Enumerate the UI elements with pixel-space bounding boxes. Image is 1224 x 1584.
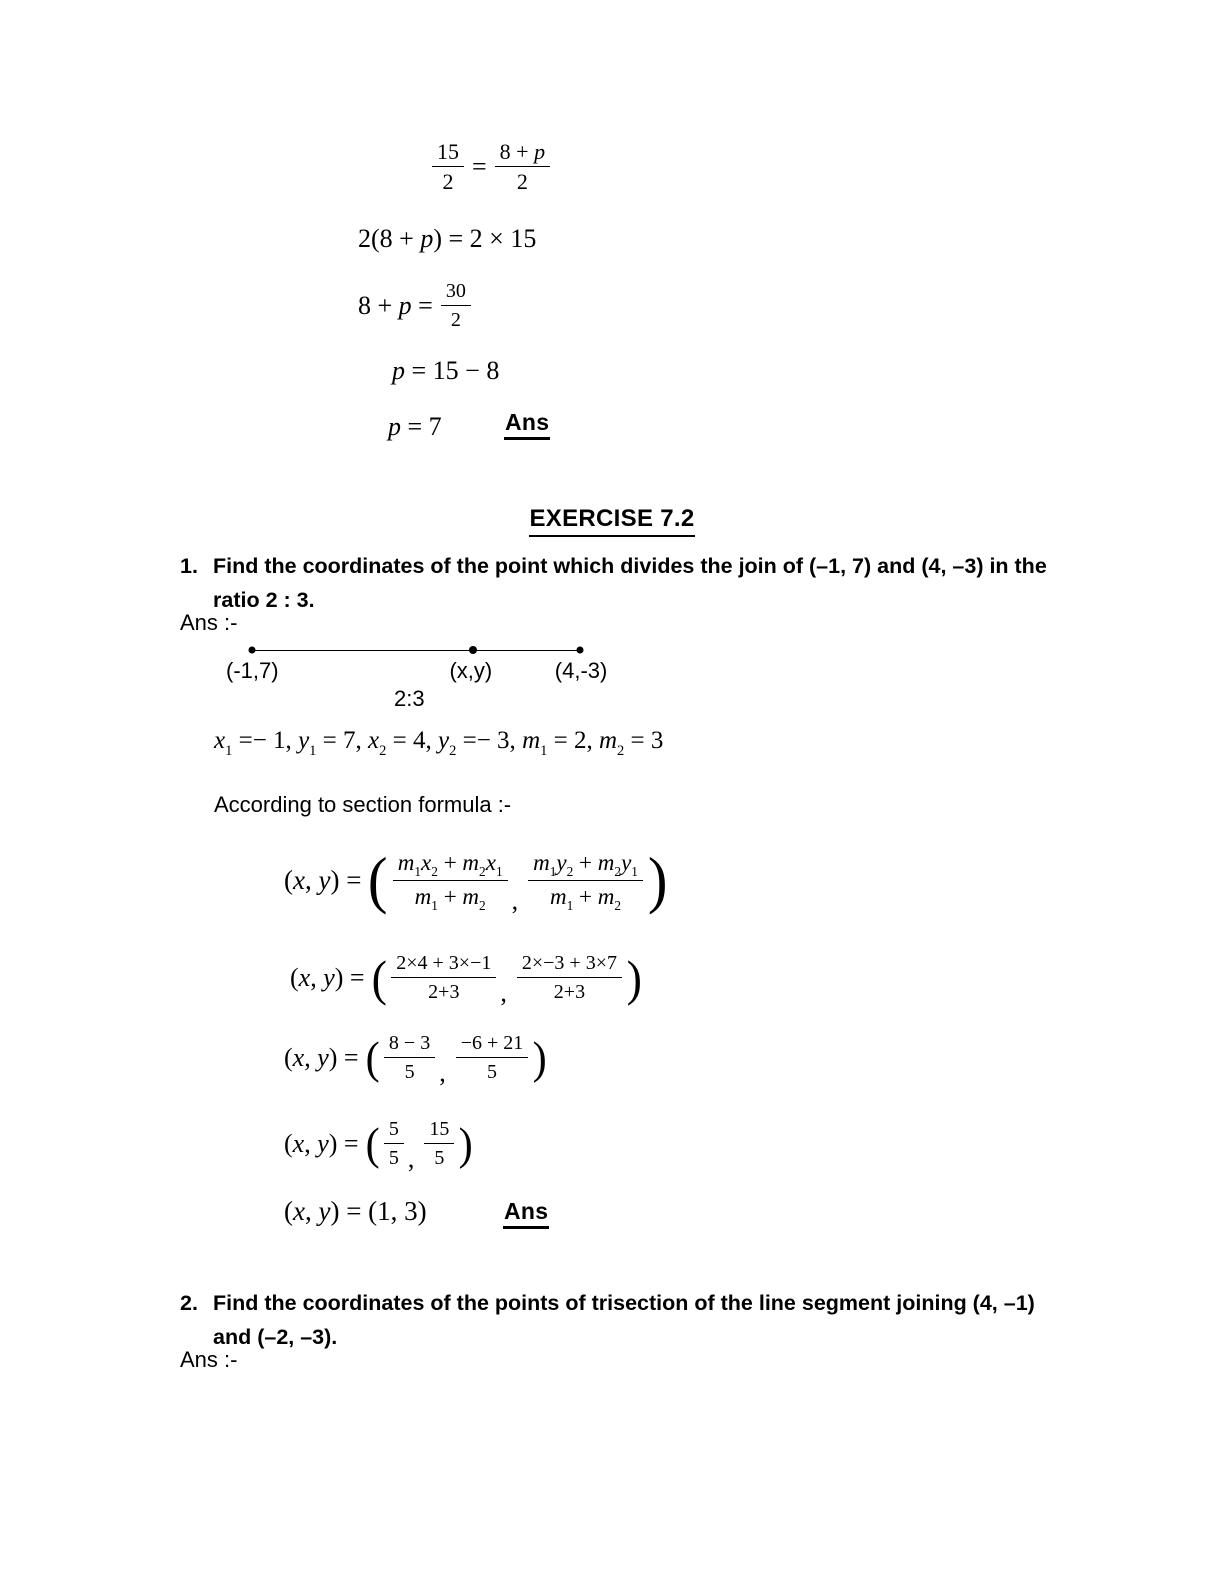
question-2-text: Find the coordinates of the points of trisection of the line segment joining (4, –1) and (–2, –3). <box>213 1291 1035 1349</box>
point-label-a: (-1,7) <box>226 658 279 683</box>
ans-badge-p7: Ans <box>504 409 550 440</box>
section-formula-intro: According to section formula :- <box>214 792 512 817</box>
fraction-numerator: 15 <box>432 140 464 167</box>
fraction-numerator: $m_1y_2 + m_2y_1$ <box>528 850 643 880</box>
formula-lhs: (x, y) = <box>284 864 362 895</box>
question-2-number: 2. <box>180 1291 198 1315</box>
fraction-denominator: 5 <box>388 1147 399 1169</box>
x-fraction <box>393 850 508 913</box>
fraction-numerator: 8 − 3 <box>384 1032 435 1058</box>
close-paren: ) <box>626 949 642 1006</box>
x-fraction <box>391 952 496 1003</box>
fraction-30-over-2 <box>441 280 471 331</box>
x-fraction <box>384 1032 435 1083</box>
formula-substituted <box>290 949 643 1007</box>
comma: , <box>407 1143 415 1173</box>
fraction-denominator: 5 <box>486 1061 497 1083</box>
segment-diagram <box>226 642 608 716</box>
fraction-15-over-2 <box>432 140 464 193</box>
formula-general <box>284 844 668 915</box>
fraction-denominator: 5 <box>404 1061 415 1083</box>
formula-lhs: (x, y) = <box>284 1128 359 1158</box>
close-paren: ) <box>532 1031 547 1083</box>
y-fraction <box>517 952 622 1003</box>
formula-simplified-2 <box>284 1117 474 1173</box>
fraction-denominator: 2+3 <box>553 981 586 1003</box>
x-fraction <box>384 1118 404 1169</box>
y-fraction <box>456 1032 529 1083</box>
fraction-denominator: $m_1 + m_2$ <box>550 883 622 913</box>
open-paren: ( <box>365 1031 380 1083</box>
question-1-number: 1. <box>180 554 198 578</box>
equals-sign: = <box>472 151 487 181</box>
fraction-numerator: 30 <box>441 280 471 306</box>
question-2 <box>180 1286 1075 1354</box>
endpoint-dot-left <box>249 647 256 654</box>
fraction-denominator: $m_1 + m_2$ <box>414 883 486 913</box>
variables-line: $x_1 =- 1$, $y_1 = 7$, $x_2 = 4$, $y_2 =- 3$, $m_1 = 2$, $m_2 = 3$ <box>214 727 664 759</box>
answer-label-1: Ans :- <box>180 610 238 635</box>
division-point-dot <box>469 646 477 654</box>
fraction-numerator: $m_1x_2 + m_2x_1$ <box>393 850 508 880</box>
open-paren: ( <box>368 844 388 915</box>
comma: , <box>511 886 519 915</box>
fraction-numerator: −6 + 21 <box>456 1032 529 1058</box>
formula-simplified-1 <box>284 1031 548 1087</box>
fraction-numerator: 15 <box>424 1118 454 1144</box>
work-equation-2: 2(8 + p) = 2 × 15 <box>358 224 537 253</box>
fraction-numerator: 2×4 + 3×−1 <box>391 952 496 978</box>
fraction-8plusp-over-2 <box>495 140 550 193</box>
question-1 <box>180 549 1075 617</box>
formula-lhs: (x, y) = <box>284 1042 359 1072</box>
fraction-denominator: 2 <box>450 309 461 331</box>
y-fraction <box>528 850 643 913</box>
fraction-numerator: 2×−3 + 3×7 <box>517 952 622 978</box>
question-1-text: Find the coordinates of the point which divides the join of (–1, 7) and (4, –3) in the ratio 2 : 3. <box>213 554 1047 612</box>
close-paren: ) <box>647 844 668 915</box>
comma: , <box>439 1057 446 1087</box>
work-equation-1 <box>432 140 550 193</box>
ans-badge-result: Ans <box>503 1198 549 1229</box>
fraction-numerator: 8 + p <box>495 140 550 167</box>
answer-label-2: Ans :- <box>180 1347 238 1372</box>
y-fraction <box>424 1118 454 1169</box>
point-label-xy: (x,y) <box>449 658 493 683</box>
work-equation-5: p = 7 <box>388 412 442 441</box>
fraction-numerator: 5 <box>384 1118 404 1144</box>
exercise-heading: EXERCISE 7.2 <box>529 505 694 537</box>
comma: , <box>500 977 507 1007</box>
fraction-denominator: 5 <box>434 1147 445 1169</box>
fraction-denominator: 2 <box>516 169 528 195</box>
exercise-heading-row <box>0 505 1224 537</box>
fraction-denominator: 2 <box>442 169 454 195</box>
work-equation-4: p = 15 − 8 <box>392 356 500 385</box>
work-equation-3 <box>358 280 471 331</box>
segment-line <box>252 650 580 651</box>
close-paren: ) <box>459 1117 474 1169</box>
open-paren: ( <box>365 1117 380 1169</box>
formula-result: (x, y) = (1, 3) <box>284 1196 427 1226</box>
open-paren: ( <box>371 949 387 1006</box>
fraction-denominator: 2+3 <box>428 981 460 1003</box>
point-label-b: (4,-3) <box>554 658 608 683</box>
endpoint-dot-right <box>577 647 584 654</box>
equation-lhs: 8 + p = <box>358 290 433 320</box>
ratio-label: 2:3 <box>394 686 425 711</box>
formula-lhs: (x, y) = <box>290 962 365 992</box>
